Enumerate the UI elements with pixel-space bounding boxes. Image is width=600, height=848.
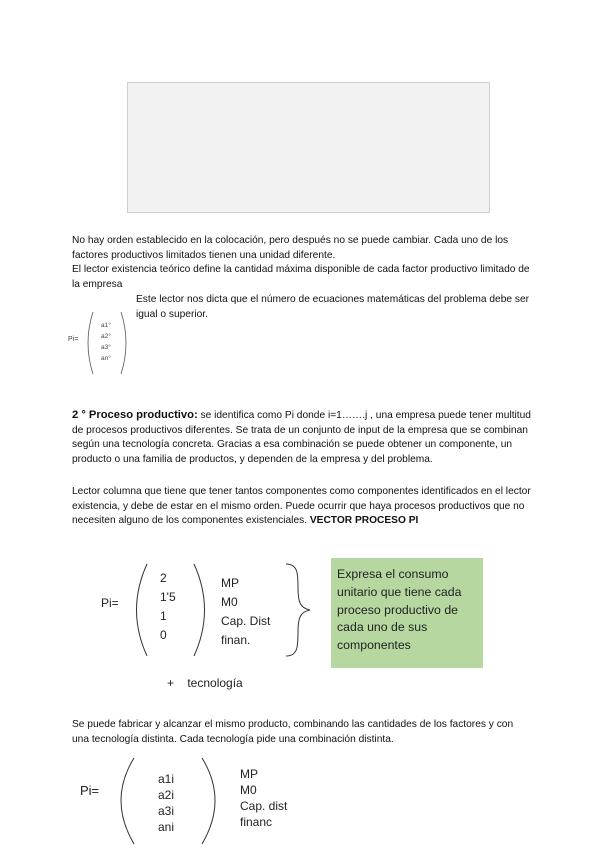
resource-label: MP	[221, 576, 239, 590]
process-values	[160, 569, 176, 645]
paragraph-column-vector	[72, 485, 532, 529]
matrix-entry: a3°	[101, 344, 111, 351]
process-value: 1'5	[160, 590, 176, 604]
resource-label: financ	[240, 815, 273, 829]
resource-label: MP	[240, 767, 258, 781]
column-vector-text: Lector columna que tiene que tener tantos componentes como componentes identificados en el lector existencia, y debe de estar en el mismo orden. Puede ocurrir que haya procesos productivos que no necesiten alguno de los componentes existenciales.	[72, 486, 531, 527]
resource-label: M0	[221, 595, 238, 609]
figure-placeholder	[127, 82, 490, 213]
matrix-entry: an°	[101, 355, 111, 362]
process-resources	[221, 574, 270, 650]
resource-label: Cap. dist	[240, 799, 288, 813]
paragraph-technology: Se puede fabricar y alcanzar el mismo producto, combinando las cantidades de los factores y con una tecnología distinta. Cada tecnología pide una combinación distinta.	[72, 719, 514, 745]
process-value: 0	[160, 628, 167, 642]
tech-values	[158, 771, 174, 835]
paragraph-equations-note: Este lector nos dicta que el número de ecuaciones matemáticas del problema debe ser igual o superior.	[136, 294, 530, 320]
tech-resources	[240, 766, 287, 830]
process-value: 1	[160, 609, 167, 623]
small-matrix-label: Pi=	[68, 336, 79, 343]
matrix-entry: a1°	[101, 322, 111, 329]
small-matrix-entries	[101, 320, 111, 364]
tech-value: a3i	[158, 804, 175, 818]
resource-label: Cap. Dist	[221, 614, 271, 628]
tech-matrix-label: Pi=	[80, 783, 100, 798]
resource-label: finan.	[221, 633, 251, 647]
paragraph-existence-vector: El lector existencia teórico define la cantidad máxima disponible de cada factor productivo limitado de la empresa	[72, 264, 530, 290]
matrix-entry: a2°	[101, 333, 111, 340]
section-heading: 2 ° Proceso productivo:	[72, 409, 198, 421]
process-value: 2	[160, 571, 167, 585]
process-matrix-label: Pi=	[101, 596, 119, 610]
paragraph-process	[72, 408, 532, 467]
paragraph-order: No hay orden establecido en la colocación, pero después no se puede cambiar. Cada uno de los factores productivos limitados tienen una unidad diferente.	[72, 235, 509, 261]
technology-label: + tecnología	[167, 676, 243, 690]
tech-value: ani	[158, 820, 175, 834]
callout-box: Expresa el consumo unitario que tiene cada proceso productivo de cada uno de sus componentes	[331, 558, 483, 668]
tech-value: a2i	[158, 788, 175, 802]
curly-brace	[282, 560, 314, 660]
resource-label: M0	[240, 783, 257, 797]
vector-title: VECTOR PROCESO PI	[309, 515, 419, 527]
process-description: se identifica como Pi donde i=1…….j , una empresa puede tener multitud de procesos productivos diferentes. Se trata de un conjunto de input de la empresa que se combinan según una tecnología concreta. Gracias a esa combinación se puede obtener un componente, un producto o una familia de productos, y dependen de la empresa y del problema.	[72, 410, 531, 465]
tech-value: a1i	[158, 772, 175, 786]
